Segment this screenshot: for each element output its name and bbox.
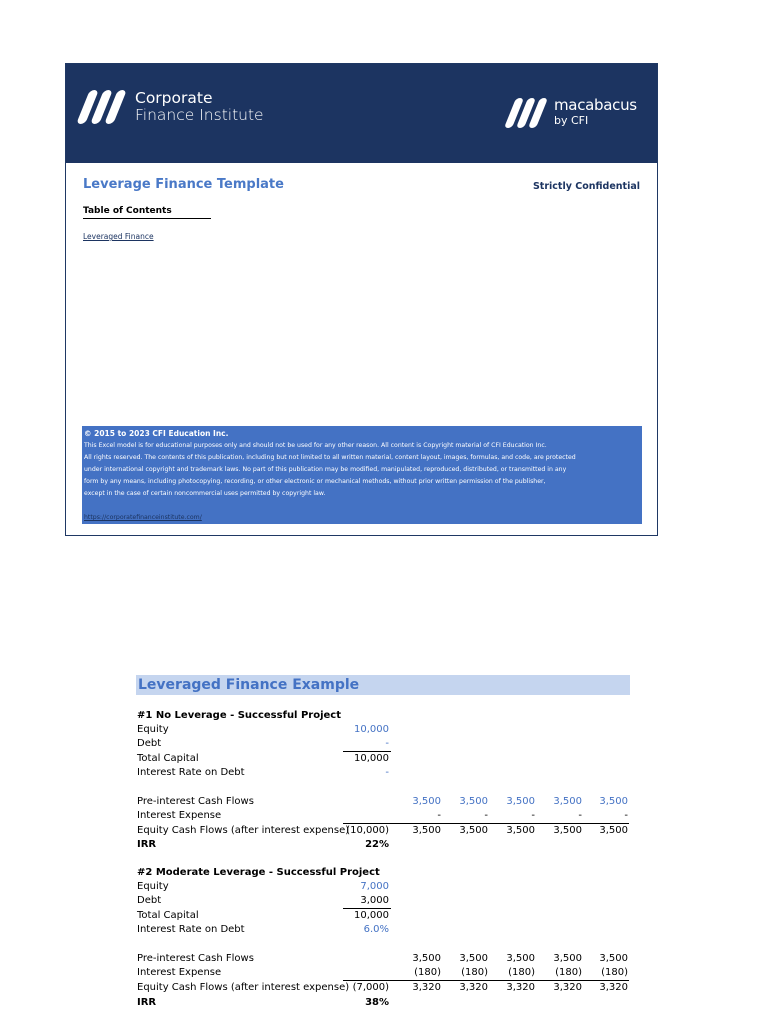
row-label: Pre-interest Cash Flows [137, 796, 254, 807]
copyright-line: under international copyright and trademark laws. No part of this publication may be modified, manipulated, reproduced, distributed, or transmitted in any [84, 466, 567, 473]
equity-cash-flow-cell: 3,500 [553, 825, 582, 836]
cash-flow-cell: 3,500 [506, 953, 535, 964]
cash-flow-cell: 3,500 [459, 953, 488, 964]
total-capital-value: 10,000 [354, 910, 389, 921]
row-label: Interest Expense [137, 967, 222, 978]
section-heading: #2 Moderate Leverage - Successful Project [137, 867, 380, 878]
cash-flow-cell: 3,500 [553, 796, 582, 807]
s2-preint-row [0, 952, 768, 966]
row-label: Interest Rate on Debt [137, 767, 245, 778]
interest-cell: (180) [461, 967, 488, 978]
s2-intexp-row [0, 966, 768, 980]
s2-rate-row [0, 923, 768, 937]
s1-debt-row [0, 737, 768, 751]
equity-cash-flow-cell: 3,320 [412, 982, 441, 993]
debt-value: 3,000 [360, 895, 389, 906]
header-banner [66, 64, 657, 163]
s2-irr-row [0, 996, 768, 1010]
debt-value: - [385, 738, 389, 749]
row-label: Debt [137, 895, 162, 906]
cfi-logo-icon [83, 90, 125, 124]
s2-heading-row [0, 866, 768, 880]
cash-flow-cell: 3,500 [599, 796, 628, 807]
cfi-logo-line1: Corporate [135, 89, 213, 107]
equity-value: 7,000 [360, 881, 389, 892]
interest-cell: (180) [508, 967, 535, 978]
irr-value: 38% [365, 997, 389, 1008]
cash-flow-cell: 3,500 [412, 953, 441, 964]
copyright-line: form by any means, including photocopying, recording, or other electronic or mechanical methods, without prior written permission of the publisher, [84, 478, 546, 485]
equity-cash-flow-cell: 3,500 [412, 825, 441, 836]
copyright-heading: © 2015 to 2023 CFI Education Inc. [84, 429, 229, 438]
interest-rate-value: 6.0% [363, 924, 389, 935]
initial-equity-cell: (7,000) [352, 982, 389, 993]
s1-irr-row [0, 838, 768, 852]
equity-cash-flow-cell: 3,320 [553, 982, 582, 993]
equity-cash-flow-cell: 3,320 [459, 982, 488, 993]
equity-cash-flow-cell: 3,500 [459, 825, 488, 836]
interest-rate-value: - [385, 767, 389, 778]
equity-cash-flow-cell: 3,500 [506, 825, 535, 836]
s1-heading-row [0, 709, 768, 723]
equity-cash-flow-cell: 3,500 [599, 825, 628, 836]
row-label: Equity Cash Flows (after interest expense) [137, 982, 350, 993]
interest-cell: - [484, 810, 488, 821]
copyright-line: This Excel model is for educational purposes only and should not be used for any other reason. All content is Copyright material of CFI Education Inc. [84, 442, 547, 449]
copyright-line: All rights reserved. The contents of this publication, including but not limited to all written material, content layout, images, formulas, and code, are protected [84, 454, 576, 461]
s1-total-row [0, 752, 768, 766]
equity-cash-flow-cell: 3,320 [506, 982, 535, 993]
row-label: Interest Expense [137, 810, 222, 821]
macabacus-logo [510, 97, 637, 128]
cash-flow-cell: 3,500 [599, 953, 628, 964]
interest-cell: - [437, 810, 441, 821]
s2-total-row [0, 909, 768, 923]
s1-intexp-row [0, 809, 768, 823]
irr-value: 22% [365, 839, 389, 850]
interest-cell: (180) [601, 967, 628, 978]
cash-flow-cell: 3,500 [459, 796, 488, 807]
website-link[interactable]: https://corporatefinanceinstitute.com/ [84, 514, 202, 521]
cfi-logo [83, 90, 264, 124]
row-label: Equity [137, 881, 169, 892]
row-label: Pre-interest Cash Flows [137, 953, 254, 964]
interest-cell: - [624, 810, 628, 821]
copyright-box [82, 426, 642, 524]
toc-link-leveraged-finance[interactable]: Leveraged Finance [83, 232, 154, 241]
s2-ecf-row [0, 981, 768, 995]
s1-preint-row [0, 795, 768, 809]
row-label: IRR [137, 839, 157, 850]
total-capital-value: 10,000 [354, 753, 389, 764]
row-label: Total Capital [137, 910, 199, 921]
cover-sheet [65, 63, 658, 536]
row-label: Total Capital [137, 753, 199, 764]
initial-equity-cell: (10,000) [346, 825, 389, 836]
s1-ecf-row [0, 824, 768, 838]
row-label: Equity Cash Flows (after interest expense) [137, 825, 350, 836]
row-label: Interest Rate on Debt [137, 924, 245, 935]
equity-value: 10,000 [354, 724, 389, 735]
cash-flow-cell: 3,500 [553, 953, 582, 964]
s2-equity-row [0, 880, 768, 894]
confidential-label: Strictly Confidential [532, 181, 640, 192]
cfi-logo-line2: Finance Institute [135, 106, 264, 124]
equity-cash-flow-cell: 3,320 [599, 982, 628, 993]
cash-flow-cell: 3,500 [506, 796, 535, 807]
row-label: IRR [137, 997, 157, 1008]
copyright-line: except in the case of certain noncommercial uses permitted by copyright law. [84, 490, 326, 497]
s2-debt-row [0, 894, 768, 908]
row-label: Equity [137, 724, 169, 735]
interest-cell: (180) [414, 967, 441, 978]
macabacus-logo-icon [510, 98, 546, 128]
cash-flow-cell: 3,500 [412, 796, 441, 807]
section-heading: #1 No Leverage - Successful Project [137, 710, 342, 721]
s1-equity-row [0, 723, 768, 737]
template-title: Leverage Finance Template [83, 177, 284, 192]
macabacus-logo-line2: by CFI [554, 114, 589, 127]
macabacus-logo-line1: macabacus [554, 96, 637, 114]
interest-cell: - [578, 810, 582, 821]
interest-cell: - [531, 810, 535, 821]
interest-cell: (180) [555, 967, 582, 978]
example-title: Leveraged Finance Example [136, 675, 630, 695]
s1-rate-row [0, 766, 768, 780]
toc-heading: Table of Contents [83, 206, 211, 219]
row-label: Debt [137, 738, 162, 749]
